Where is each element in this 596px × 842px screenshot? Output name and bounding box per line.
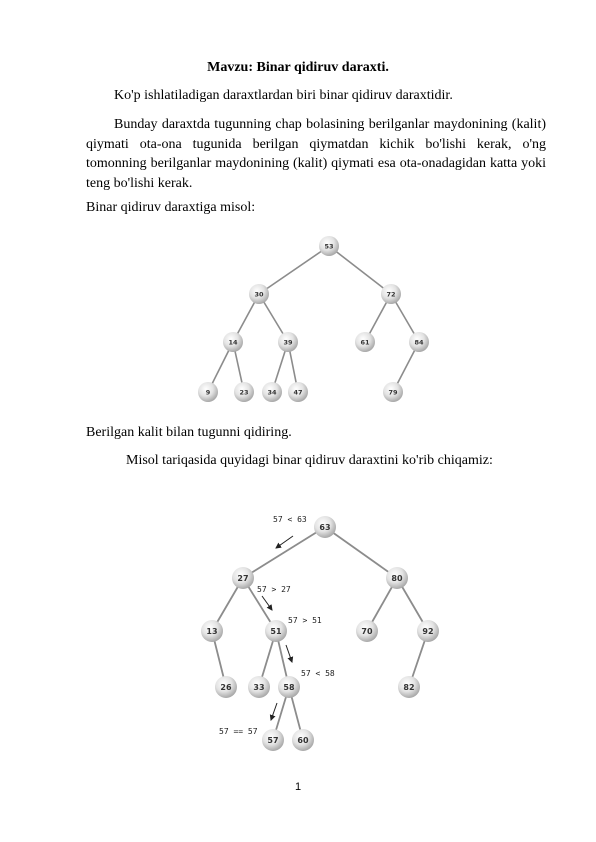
tree2-node xyxy=(215,676,237,698)
svg-text:14: 14 xyxy=(228,338,238,347)
svg-text:70: 70 xyxy=(361,627,373,636)
example-label: Binar qidiruv daraxtiga misol: xyxy=(86,200,256,215)
search-arrow xyxy=(271,703,277,720)
svg-text:57: 57 xyxy=(267,736,279,745)
tree2-node xyxy=(265,620,287,642)
search-arrow xyxy=(276,536,293,548)
tree2-node xyxy=(356,620,378,642)
svg-text:72: 72 xyxy=(386,290,396,299)
svg-text:33: 33 xyxy=(253,683,265,692)
svg-text:23: 23 xyxy=(239,388,249,397)
search-example-paragraph: Misol tariqasida quyidagi binar qidiruv daraxtini ko'rib chiqamiz: xyxy=(126,453,493,468)
tree2-node xyxy=(314,516,336,538)
svg-text:13: 13 xyxy=(206,627,218,636)
comparison-label: 57 < 63 xyxy=(273,515,307,524)
svg-text:60: 60 xyxy=(297,736,309,745)
svg-text:84: 84 xyxy=(414,338,424,347)
search-task-paragraph: Berilgan kalit bilan tugunni qidiring. xyxy=(86,425,292,440)
tree2-node xyxy=(278,676,300,698)
svg-text:34: 34 xyxy=(267,388,277,397)
svg-text:80: 80 xyxy=(391,574,403,583)
tree2-node xyxy=(201,620,223,642)
svg-text:61: 61 xyxy=(360,338,370,347)
svg-text:9: 9 xyxy=(205,388,211,397)
svg-text:82: 82 xyxy=(403,683,415,692)
comparison-label: 57 > 51 xyxy=(288,616,322,625)
comparison-label: 57 > 27 xyxy=(257,585,291,594)
svg-text:39: 39 xyxy=(283,338,293,347)
svg-text:92: 92 xyxy=(422,627,434,636)
definition-paragraph: Bunday daraxtda tugunning chap bolasining berilganlar maydonining (kalit) qiymati ota-ona tugunida berilgan qiymatdan kichik bo'lishi kerak, o'ng tomonning berilganlar maydonining (kalit) qiymati esa ota-onadagidan katta yoki teng bo'lishi kerak. xyxy=(86,117,546,191)
intro-paragraph: Ko'p ishlatiladigan daraxtlardan biri binar qidiruv daraxtidir. xyxy=(114,88,453,103)
comparison-label: 57 < 58 xyxy=(301,669,335,678)
svg-text:51: 51 xyxy=(270,627,282,636)
svg-text:53: 53 xyxy=(324,242,334,251)
page-title: Mavzu: Binar qidiruv daraxti. xyxy=(207,60,389,75)
svg-text:58: 58 xyxy=(283,683,295,692)
tree2-node xyxy=(262,729,284,751)
tree2-node xyxy=(248,676,270,698)
tree2-node xyxy=(417,620,439,642)
tree2-node xyxy=(386,567,408,589)
svg-text:63: 63 xyxy=(319,523,331,532)
search-arrow xyxy=(262,596,272,610)
svg-text:26: 26 xyxy=(220,683,232,692)
page-number: 1 xyxy=(294,781,302,793)
comparison-label: 57 == 57 xyxy=(219,727,258,736)
svg-text:47: 47 xyxy=(293,388,303,397)
tree2-node xyxy=(292,729,314,751)
tree2-node xyxy=(232,567,254,589)
svg-text:79: 79 xyxy=(388,388,398,397)
svg-text:27: 27 xyxy=(237,574,249,583)
tree2-node xyxy=(398,676,420,698)
search-arrow xyxy=(286,645,292,662)
svg-text:30: 30 xyxy=(254,290,264,299)
